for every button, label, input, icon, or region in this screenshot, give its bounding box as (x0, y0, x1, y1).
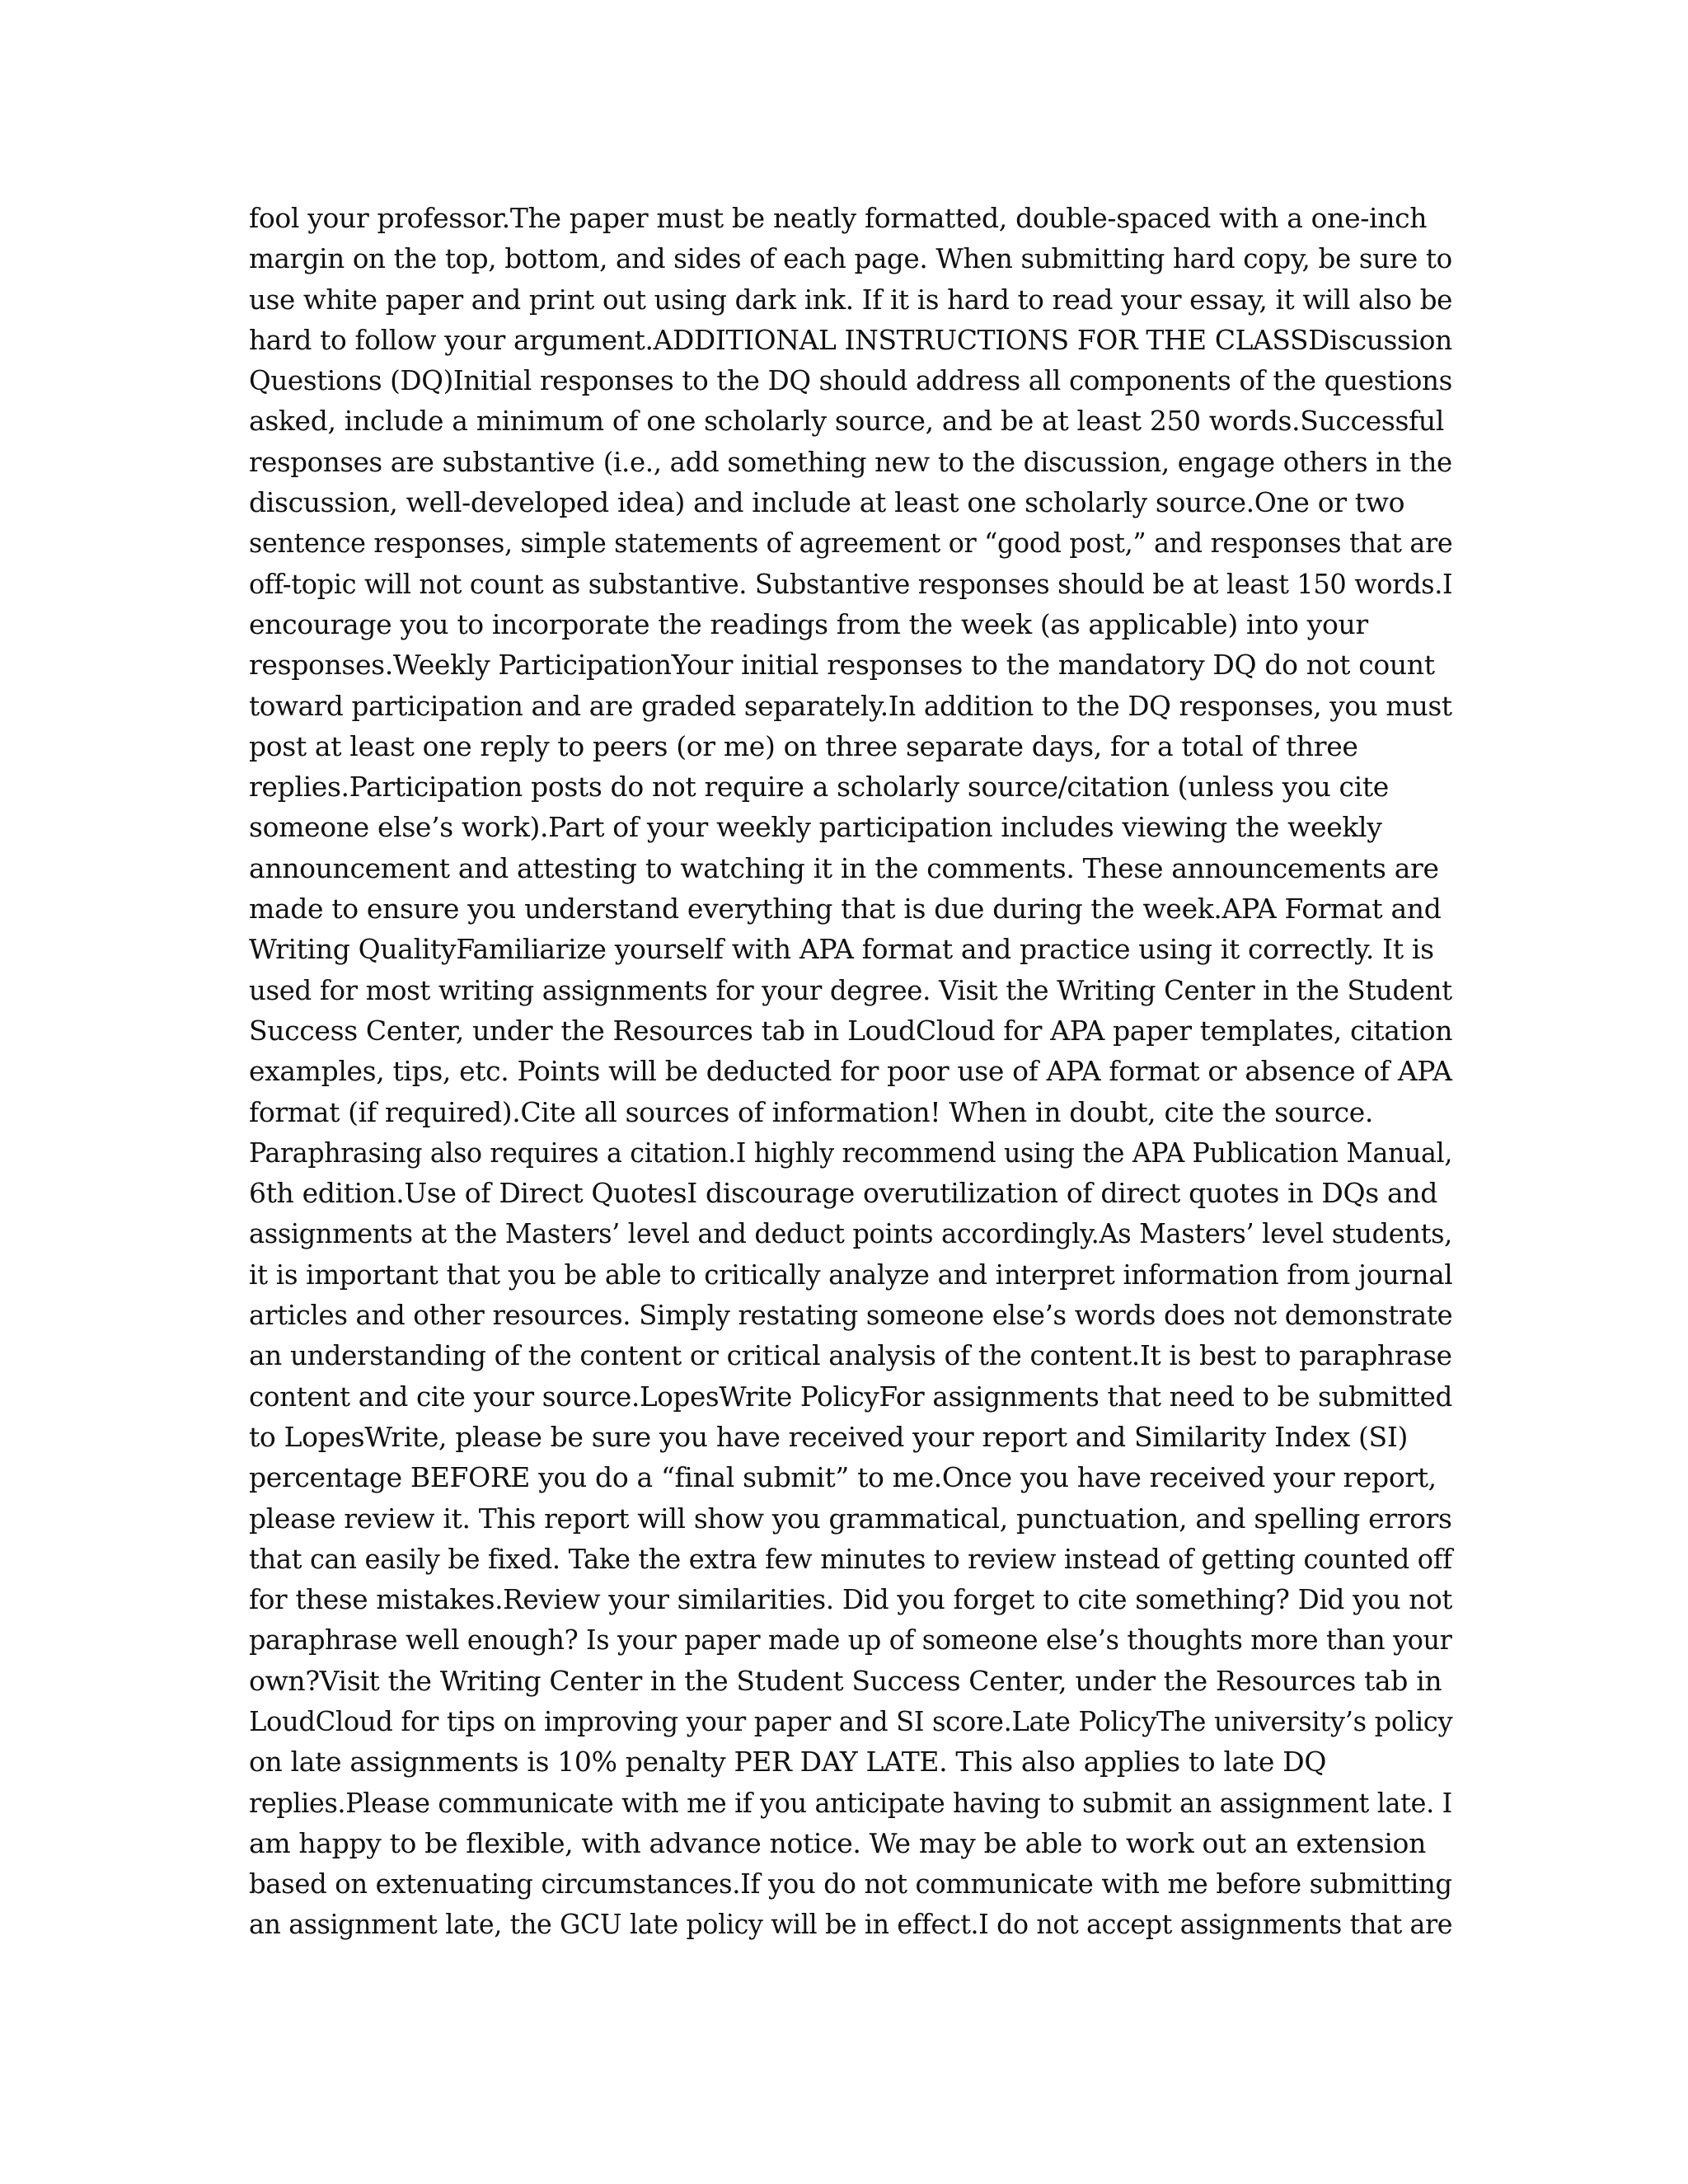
text-line: discussion, well-developed idea) and include at least one scholarly source.One or two (249, 486, 1405, 519)
text-line: it is important that you be able to critically analyze and interpret information from journal (249, 1258, 1453, 1291)
text-line: replies.Please communicate with me if you anticipate having to submit an assignment late. I (249, 1786, 1452, 1819)
text-line: please review it. This report will show you grammatical, punctuation, and spelling errors (249, 1502, 1452, 1535)
text-line: off-topic will not count as substantive. Substantive responses should be at least 150 words.I (249, 567, 1453, 600)
text-line: margin on the top, bottom, and sides of each page. When submitting hard copy, be sure to (249, 242, 1452, 275)
text-line: asked, include a minimum of one scholarly source, and be at least 250 words.Successful (249, 405, 1445, 438)
text-line: responses.Weekly ParticipationYour initial responses to the mandatory DQ do not count (249, 649, 1435, 682)
text-line: fool your professor.The paper must be neatly formatted, double-spaced with a one-inch (249, 202, 1428, 234)
text-line: replies.Participation posts do not require a scholarly source/citation (unless you cite (249, 771, 1389, 804)
body-text (249, 198, 1452, 1945)
text-line: based on extenuating circumstances.If you do not communicate with me before submitting (249, 1868, 1452, 1900)
text-line: toward participation and are graded separately.In addition to the DQ responses, you must (249, 689, 1452, 722)
text-line: that can easily be fixed. Take the extra few minutes to review instead of getting counted off (249, 1542, 1452, 1575)
text-line: examples, tips, etc. Points will be deducted for poor use of APA format or absence of APA (249, 1055, 1452, 1088)
text-line: made to ensure you understand everything that is due during the week.APA Format and (249, 893, 1442, 926)
text-line: own?Visit the Writing Center in the Student Success Center, under the Resources tab in (249, 1664, 1442, 1697)
text-line: used for most writing assignments for your degree. Visit the Writing Center in the Student (249, 973, 1452, 1006)
text-line: Writing QualityFamiliarize yourself with APA format and practice using it correctly. It is (249, 933, 1434, 966)
text-line: announcement and attesting to watching it in the comments. These announcements are (249, 851, 1439, 884)
text-line: Success Center, under the Resources tab in LoudCloud for APA paper templates, citation (249, 1014, 1453, 1047)
text-line: paraphrase well enough? Is your paper made up of someone else’s thoughts more than your (249, 1624, 1452, 1657)
text-line: to LopesWrite, please be sure you have received your report and Similarity Index (SI) (249, 1420, 1409, 1453)
text-line: responses are substantive (i.e., add something new to the discussion, engage others in the (249, 445, 1452, 478)
text-line: content and cite your source.LopesWrite PolicyFor assignments that need to be submitted (249, 1380, 1453, 1413)
text-line: format (if required).Cite all sources of information! When in doubt, cite the source. (249, 1095, 1374, 1128)
text-line: on late assignments is 10% penalty PER DAY LATE. This also applies to late DQ (249, 1746, 1327, 1779)
text-line: post at least one reply to peers (or me) on three separate days, for a total of three (249, 729, 1358, 762)
text-line: Paraphrasing also requires a citation.I highly recommend using the APA Publication Manual, (249, 1136, 1453, 1169)
text-line: use white paper and print out using dark ink. If it is hard to read your essay, it will also be (249, 283, 1453, 316)
text-line: someone else’s work).Part of your weekly participation includes viewing the weekly (249, 811, 1382, 844)
text-line: for these mistakes.Review your similarities. Did you forget to cite something? Did you not (249, 1583, 1453, 1616)
text-line: an understanding of the content or critical analysis of the content.It is best to paraphrase (249, 1339, 1452, 1372)
text-line: LoudCloud for tips on improving your paper and SI score.Late PolicyThe university’s policy (249, 1704, 1453, 1737)
text-line: 6th edition.Use of Direct QuotesI discourage overutilization of direct quotes in DQs and (249, 1177, 1437, 1210)
text-line: percentage BEFORE you do a “final submit” to me.Once you have received your report, (249, 1461, 1437, 1494)
text-line: Questions (DQ)Initial responses to the DQ should address all components of the questions (249, 364, 1452, 397)
text-line: encourage you to incorporate the readings from the week (as applicable) into your (249, 607, 1368, 640)
text-line: sentence responses, simple statements of agreement or “good post,” and responses that are (249, 527, 1453, 560)
text-line: assignments at the Masters’ level and deduct points accordingly.As Masters’ level students, (249, 1217, 1453, 1250)
text-line: hard to follow your argument.ADDITIONAL INSTRUCTIONS FOR THE CLASSDiscussion (249, 323, 1452, 356)
text-line: articles and other resources. Simply restating someone else’s words does not demonstrate (249, 1299, 1453, 1332)
text-line: an assignment late, the GCU late policy will be in effect.I do not accept assignments that are (249, 1908, 1453, 1941)
text-line: am happy to be flexible, with advance notice. We may be able to work out an extension (249, 1826, 1426, 1859)
